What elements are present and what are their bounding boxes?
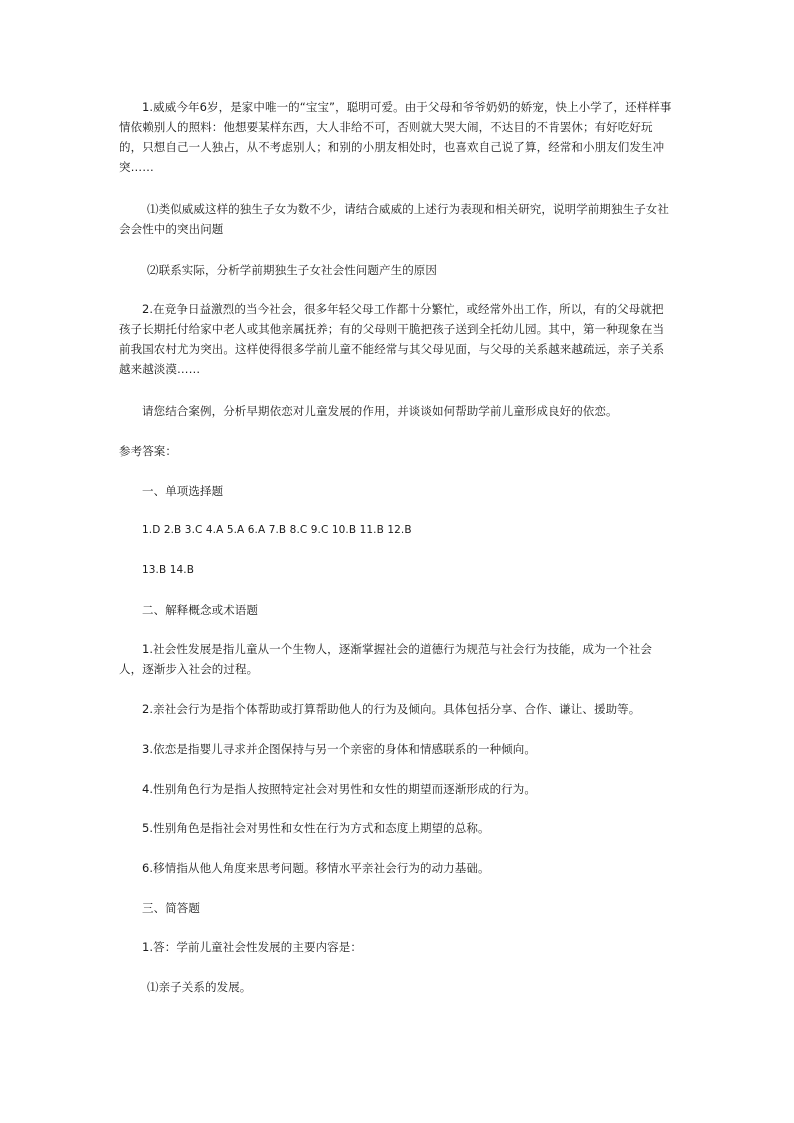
section-3-title: 三、简答题 [142, 901, 200, 915]
case-1-paragraph: 1.威威今年6岁，是家中唯一的“宝宝”，聪明可爱。由于父母和爷爷奶奶的娇宠，快上小学了，还样样事情依赖别人的照料：他想要某样东西，大人非给不可，否则就大哭大闹，不达目的不肯罢休；有好吃好玩的，只想自己一人独占，从不考虑别人；和别的小朋友相处时，也喜欢自己说了算，经常和小朋友们发生冲突…… [119, 100, 672, 174]
term-answer-4: 4.性别角色行为是指人按照特定社会对男性和女性的期望而逐渐形成的行为。 [142, 782, 536, 796]
case-2-question: 请您结合案例，分析早期依恋对儿童发展的作用，并谈谈如何帮助学前儿童形成良好的依恋。 [142, 404, 618, 418]
term-answer-2: 2.亲社会行为是指个体帮助或打算帮助他人的行为及倾向。具体包括分享、合作、谦让、援助等。 [142, 702, 641, 716]
multiple-choice-answers-line-1: 1.D 2.B 3.C 4.A 5.A 6.A 7.B 8.C 9.C 10.B 11.B 12.B [142, 524, 412, 536]
term-answer-5: 5.性别角色是指社会对男性和女性在行为方式和态度上期望的总称。 [142, 821, 490, 835]
answers-heading: 参考答案： [119, 444, 177, 458]
section-2-title: 二、解释概念或术语题 [142, 603, 258, 617]
case-2-paragraph: 2.在竞争日益激烈的当今社会，很多年轻父母工作都十分繁忙，或经常外出工作，所以，有的父母就把孩子长期托付给家中老人或其他亲属抚养；有的父母则干脆把孩子送到全托幼儿园。其中，第一种现象在当前我国农村尤为突出。这样使得很多学前儿童不能经常与其父母见面，与父母的关系越来越疏远，亲子关系越来越淡漠…… [119, 302, 665, 376]
case-1-question-1: ⑴类似威威这样的独生子女为数不少，请结合威威的上述行为表现和相关研究，说明学前期独生子女社会会性中的突出问题 [119, 202, 669, 236]
term-answer-3: 3.依恋是指婴儿寻求并企图保持与另一个亲密的身体和情感联系的一种倾向。 [142, 742, 536, 756]
case-1-question-2: ⑵联系实际，分析学前期独生子女社会性问题产生的原因 [147, 263, 437, 277]
term-answer-1: 1.社会性发展是指儿童从一个生物人，逐渐掌握社会的道德行为规范与社会行为技能，成为一个社会人，逐渐步入社会的过程。 [119, 642, 652, 676]
multiple-choice-answers-line-2: 13.B 14.B [142, 564, 195, 576]
term-answer-6: 6.移情指从他人角度来思考问题。移情水平亲社会行为的动力基础。 [142, 861, 490, 875]
section-1-title: 一、单项选择题 [142, 484, 224, 498]
short-answer-1: 1.答：学前儿童社会性发展的主要内容是： [142, 940, 362, 954]
short-answer-1-sub-1: ⑴亲子关系的发展。 [147, 980, 252, 994]
